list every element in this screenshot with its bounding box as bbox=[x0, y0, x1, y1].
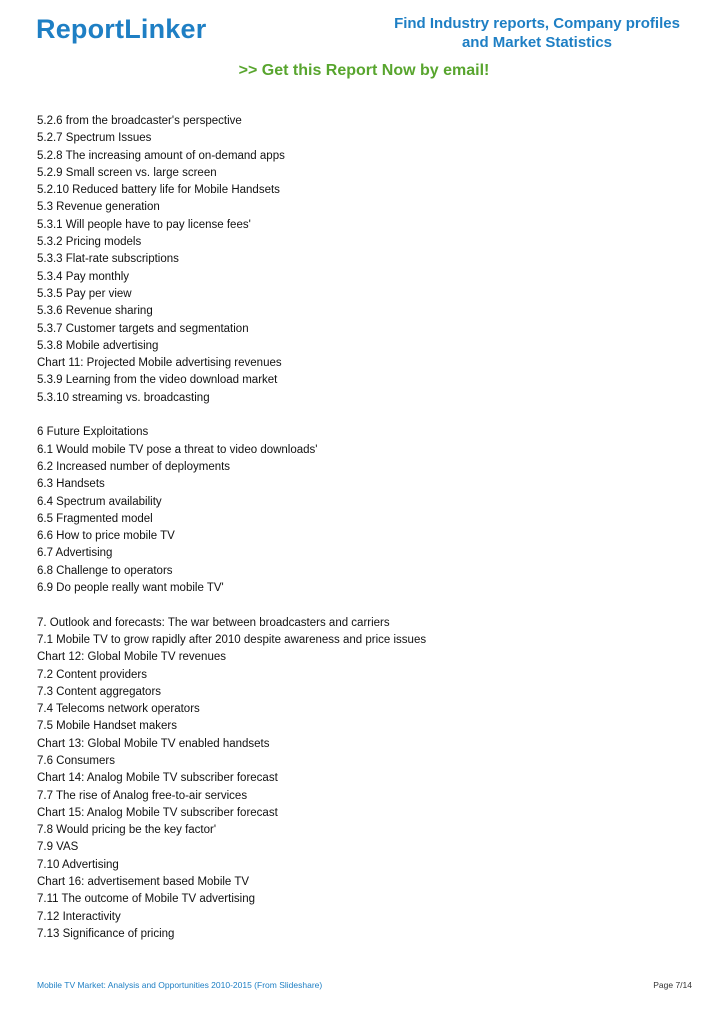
toc-item: 5.3.10 streaming vs. broadcasting bbox=[37, 391, 210, 404]
toc-item: 6.3 Handsets bbox=[37, 478, 105, 491]
toc-item: 7.6 Consumers bbox=[37, 754, 115, 767]
toc-group-7 bbox=[37, 615, 697, 944]
toc-item: 6.2 Increased number of deployments bbox=[37, 460, 231, 473]
tagline-line-2: and Market Statistics bbox=[461, 34, 613, 51]
toc-item: 5.3.6 Revenue sharing bbox=[37, 305, 153, 318]
toc-item: 6.5 Fragmented model bbox=[37, 512, 153, 525]
toc-item: 7.7 The rise of Analog free-to-air services bbox=[37, 789, 248, 802]
toc-item: 7. Outlook and forecasts: The war between broadcasters and carriers bbox=[37, 616, 390, 629]
toc-item: 7.12 Interactivity bbox=[37, 910, 121, 923]
toc-item: Chart 12: Global Mobile TV revenues bbox=[37, 651, 226, 664]
toc-item: 5.2.9 Small screen vs. large screen bbox=[37, 166, 217, 179]
get-report-link[interactable]: >> Get this Report Now by email! bbox=[238, 62, 490, 79]
toc-item: 5.2.7 Spectrum Issues bbox=[37, 132, 152, 145]
toc-item: Chart 13: Global Mobile TV enabled handsets bbox=[37, 737, 270, 750]
toc-item: 5.3.2 Pricing models bbox=[37, 236, 142, 249]
toc-item: 7.8 Would pricing be the key factor' bbox=[37, 824, 217, 837]
page-number: Page 7/14 bbox=[653, 980, 692, 990]
toc-item: 5.3.1 Will people have to pay license fees' bbox=[37, 218, 251, 231]
toc-item: 5.3.9 Learning from the video download market bbox=[37, 374, 278, 387]
table-of-contents bbox=[37, 113, 697, 943]
toc-item: 7.4 Telecoms network operators bbox=[37, 703, 200, 716]
toc-item: Chart 16: advertisement based Mobile TV bbox=[37, 876, 250, 889]
toc-item: 7.3 Content aggregators bbox=[37, 685, 162, 698]
toc-spacer bbox=[37, 407, 697, 424]
toc-item: 6 Future Exploitations bbox=[37, 426, 149, 439]
toc-item: 5.3.3 Flat-rate subscriptions bbox=[37, 253, 179, 266]
toc-item: Chart 11: Projected Mobile advertising revenues bbox=[37, 357, 282, 370]
toc-item: 7.9 VAS bbox=[37, 841, 79, 854]
toc-item: 5.3.4 Pay monthly bbox=[37, 270, 130, 283]
toc-item: 7.10 Advertising bbox=[37, 858, 119, 871]
toc-item: 6.7 Advertising bbox=[37, 547, 113, 560]
toc-spacer bbox=[37, 597, 697, 614]
toc-item: 7.1 Mobile TV to grow rapidly after 2010 despite awareness and price issues bbox=[37, 633, 427, 646]
toc-item: 6.9 Do people really want mobile TV' bbox=[37, 582, 224, 595]
toc-item: 7.11 The outcome of Mobile TV advertising bbox=[37, 893, 255, 906]
toc-item: 5.3.8 Mobile advertising bbox=[37, 339, 159, 352]
toc-item: 6.1 Would mobile TV pose a threat to video downloads' bbox=[37, 443, 318, 456]
toc-item: 5.3.5 Pay per view bbox=[37, 287, 132, 300]
toc-item: Chart 15: Analog Mobile TV subscriber forecast bbox=[37, 806, 278, 819]
brand-logo[interactable]: ReportLinker bbox=[36, 14, 207, 44]
toc-item: 7.5 Mobile Handset makers bbox=[37, 720, 177, 733]
toc-item: 6.6 How to price mobile TV bbox=[37, 530, 175, 543]
toc-item: 7.13 Significance of pricing bbox=[37, 927, 175, 940]
toc-item: 5.2.8 The increasing amount of on-demand apps bbox=[37, 149, 285, 162]
cta-bar bbox=[0, 62, 728, 80]
toc-group-6 bbox=[37, 424, 697, 597]
tagline bbox=[392, 14, 682, 52]
toc-item: 5.3.7 Customer targets and segmentation bbox=[37, 322, 249, 335]
footer-source-link[interactable]: Mobile TV Market: Analysis and Opportunities 2010-2015 (From Slideshare) bbox=[37, 980, 323, 990]
tagline-line-1: Find Industry reports, Company profiles bbox=[394, 15, 680, 32]
toc-item: 7.2 Content providers bbox=[37, 668, 147, 681]
toc-item: Chart 14: Analog Mobile TV subscriber forecast bbox=[37, 772, 278, 785]
toc-item: 6.4 Spectrum availability bbox=[37, 495, 162, 508]
toc-item: 5.3 Revenue generation bbox=[37, 201, 160, 214]
toc-group-5 bbox=[37, 113, 697, 407]
toc-item: 6.8 Challenge to operators bbox=[37, 564, 173, 577]
toc-item: 5.2.6 from the broadcaster's perspective bbox=[37, 115, 242, 127]
toc-item: 5.2.10 Reduced battery life for Mobile Handsets bbox=[37, 184, 280, 197]
